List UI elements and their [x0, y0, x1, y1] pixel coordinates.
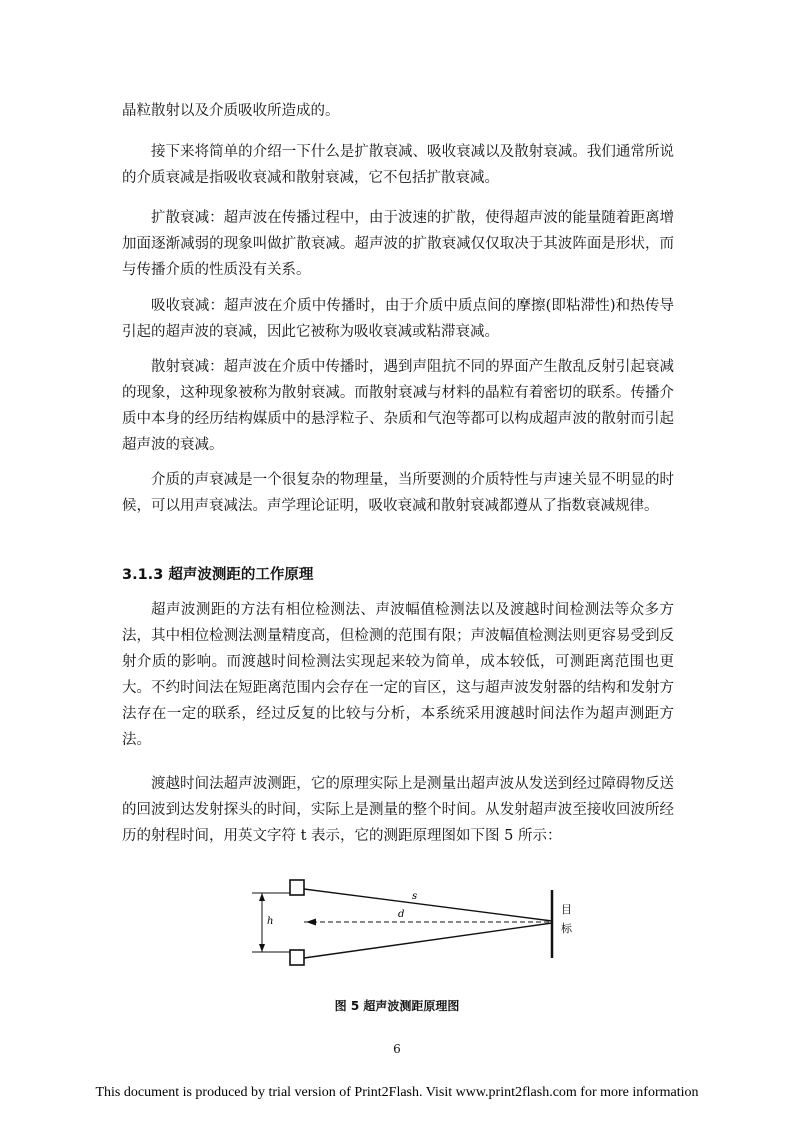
figure-caption: 图 5 超声波测距原理图 — [334, 999, 460, 1013]
outgoing-path — [304, 889, 552, 921]
paragraph-ranging-methods: 超声波测距的方法有相位检测法、声波幅值检测法以及渡越时间检测法等众多方法，其中相位检测法测量精度高，但检测的范围有限；声波幅值检测法则更容易受到反射介质的影响。而渡越时间检测法实现起来较为简单，成本较低，可测距离范围也更大。不约时间法在短距离范围内会存在一定的盲区，这与超声波发射器的结构和发射方法存在一定的联系，经过反复的比较与分析，本系统采用渡越时间法作为超声测距方法。 — [122, 602, 674, 748]
paragraph-attenuation-intro: 接下来将简单的介绍一下什么是扩散衰减、吸收衰减以及散射衰减。我们通常所说的介质衰减是指吸收衰减和散射衰减，它不包括扩散衰减。 — [122, 144, 674, 186]
paragraph-acoustic-attenuation: 介质的声衰减是一个很复杂的物理量，当所要测的介质特性与声速关显不明显的时候，可以用声衰减法。声学理论证明，吸收衰减和散射衰减都遵从了指数衰减规律。 — [122, 472, 674, 514]
paragraph-absorption-attenuation: 吸收衰减：超声波在介质中传播时，由于介质中质点间的摩擦(即粘滞性)和热传导引起的超声波的衰减，因此它被称为吸收衰减或粘滞衰减。 — [122, 298, 674, 340]
d-label: d — [398, 909, 405, 920]
paragraph-scattering-attenuation: 散射衰减：超声波在介质中传播时，遇到声阻抗不同的界面产生散乱反射引起衰减的现象，这种现象被称为散射衰减。而散射衰减与材料的晶粒有着密切的联系。传播介质中本身的经历结构媒质中的悬浮粒子、杂质和气泡等都可以构成超声波的散射而引起超声波的衰减。 — [122, 359, 674, 453]
h-label: h — [267, 916, 274, 927]
receiver-probe — [290, 950, 304, 965]
section-heading: 3.1.3 超声波测距的工作原理 — [122, 567, 314, 583]
transmitter-probe — [290, 880, 304, 895]
ranging-principle-diagram — [240, 872, 580, 982]
h-arrow-down — [259, 944, 265, 952]
page-number: 6 — [393, 1042, 401, 1056]
target-label-2: 标 — [561, 922, 572, 935]
s-label: s — [412, 891, 418, 902]
paragraph-diffusion-attenuation: 扩散衰减：超声波在传播过程中，由于波速的扩散，使得超声波的能量随着距离增加面逐渐减弱的现象叫做扩散衰减。超声波的扩散衰减仅仅取决于其波阵面是形状，而与传播介质的性质没有关系。 — [122, 210, 674, 278]
h-arrow-up — [259, 893, 265, 901]
distance-arrow — [306, 919, 316, 926]
paragraph-time-of-flight: 渡越时间法超声波测距，它的原理实际上是测量出超声波从发送到经过障碍物反送的回波到达发射探头的时间，实际上是测量的整个时间。从发射超声波至接收回波所经历的射程时间，用英文字符 t 表示，它的测距原理图如下图 5 所示： — [122, 776, 674, 844]
return-path — [304, 923, 552, 958]
target-label-1: 目 — [561, 903, 572, 916]
paragraph-continuation: 晶粒散射以及介质吸收所造成的。 — [122, 103, 340, 119]
trial-version-footer: This document is produced by trial version of Print2Flash. Visit www.print2flash.com for more information — [95, 1085, 699, 1100]
